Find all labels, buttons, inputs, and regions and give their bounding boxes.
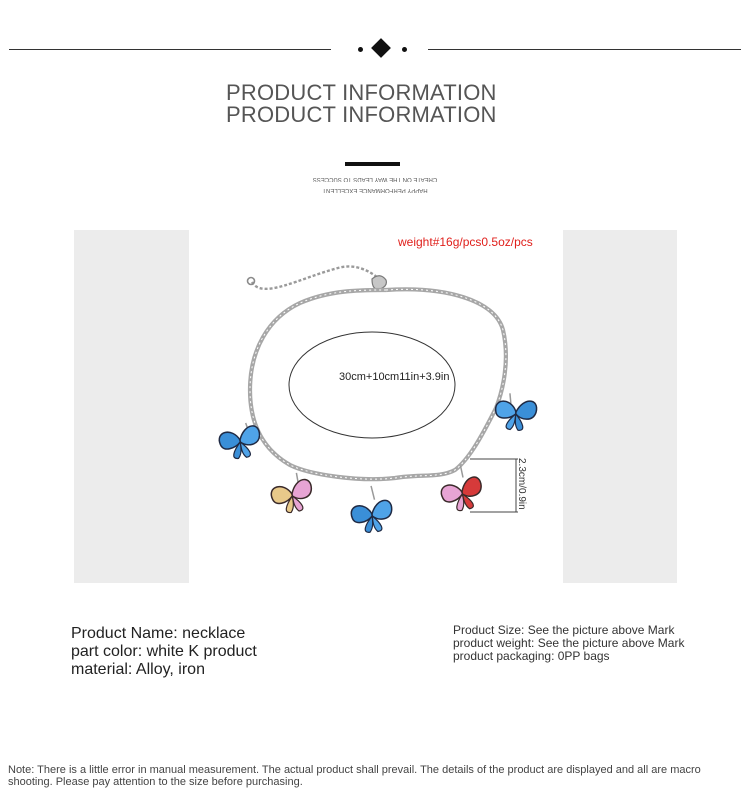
mirrored-tagline-2: HAPPY PERFORMANCE EXCELLENT (322, 187, 428, 193)
page-title: PRODUCT INFORMATION (226, 80, 497, 105)
butterfly-blue-left (217, 421, 262, 460)
product-info-right: Product Size: See the picture above Mark product weight: See the picture above Mark product packaging: 0PP bags (453, 623, 685, 663)
page-title-duplicate: PRODUCT INFORMATION (226, 102, 497, 127)
product-color: part color: white K product (71, 643, 257, 660)
butterfly-red-pink (436, 462, 485, 514)
product-material: material: Alloy, iron (71, 661, 205, 678)
product-name: Product Name: necklace (71, 625, 246, 642)
size-label: 30cm+10cm11in+3.9in (339, 371, 450, 383)
chain-end-ring (248, 278, 255, 285)
weight-label: weight#16g/pcs0.5oz/pcs (398, 235, 533, 249)
mirrored-tagline-1: CREATE ON THE WAY LEADS TO SUCCESS (312, 176, 438, 182)
product-info-left (71, 625, 257, 679)
lobster-clasp (372, 276, 386, 290)
disclaimer-note: Note: There is a little error in manual measurement. The actual product shall prevail. The details of the product are displayed and all are macro shooting. Please pay attention to the size before purchasing. (8, 764, 701, 788)
extension-chain (252, 266, 378, 288)
pendant-size-label: 2.3cm/0.9in (516, 458, 527, 510)
butterfly-pink-yellow (268, 471, 315, 515)
size-ellipse (289, 332, 455, 438)
main-chain (250, 289, 506, 479)
butterfly-blue-center (349, 484, 394, 534)
